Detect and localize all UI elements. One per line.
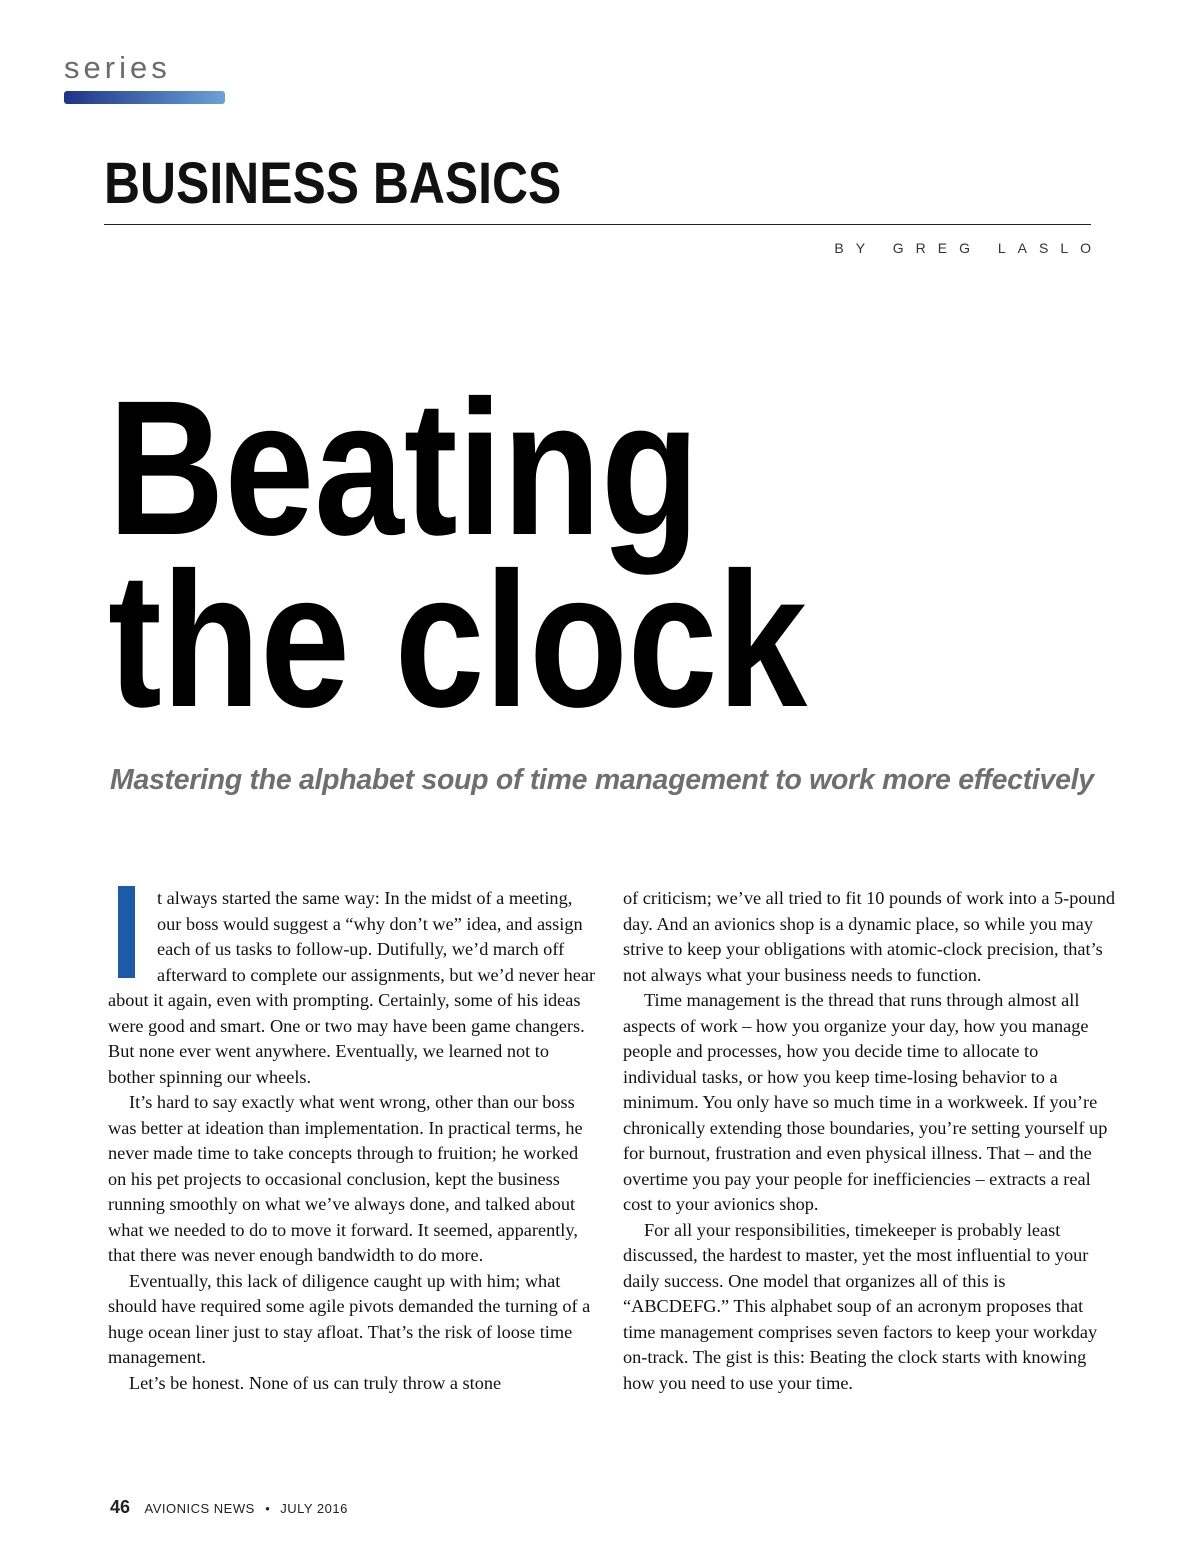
page-footer xyxy=(110,1498,348,1517)
page-number: 46 xyxy=(110,1497,131,1517)
byline: BY GREG LASLO xyxy=(834,240,1103,256)
left-column xyxy=(108,886,600,1396)
headline-line-2: the clock xyxy=(108,532,808,747)
paragraph: Eventually, this lack of diligence caught up with him; what should have required some agile pivots demanded the turning of a huge ocean liner just to stay afloat. That’s the risk of loose time management. xyxy=(108,1270,591,1367)
series-label: series xyxy=(64,50,171,85)
paragraph: t always started the same way: In the midst of a meeting, our boss would suggest a “why don’t we” idea, and assign each of us tasks to follow-up. Dutifully, we’d march off afterward to complete our assignments, but we’d never hear about it again, even with prompting. Certainly, some of his ideas were good and smart. One or two may have been game changers. But none ever went anywhere. Eventually, we learned not to bother spinning our wheels. xyxy=(108,888,596,1087)
article-deck: Mastering the alphabet soup of time management to work more effectively xyxy=(110,764,1094,796)
paragraph: Let’s be honest. None of us can truly throw a stone xyxy=(129,1372,502,1393)
issue-date: JULY 2016 xyxy=(280,1501,348,1516)
paragraph: Time management is the thread that runs through almost all aspects of work – how you organize your day, how you manage people and processes, how you decide time to allocate to individual tasks, or how you keep time-losing behavior to a minimum. You only have so much time in a workweek. If you’re chronically extending those boundaries, you’re setting yourself up for burnout, frustration and even physical illness. That – and the overtime you pay your people for inefficiencies – extracts a real cost to your avionics shop. xyxy=(623,990,1108,1214)
section-divider xyxy=(104,224,1091,225)
article-headline xyxy=(108,360,808,747)
drop-cap-block xyxy=(118,886,135,978)
right-column xyxy=(623,886,1115,1396)
series-bar xyxy=(64,91,225,104)
paragraph: of criticism; we’ve all tried to fit 10 pounds of work into a 5-pound day. And an avionics shop is a dynamic place, so while you may strive to keep your obligations with atomic-clock precision, that’s not always what your business needs to function. xyxy=(623,888,1115,985)
publication-name: AVIONICS NEWS xyxy=(144,1501,255,1516)
footer-separator: • xyxy=(265,1501,270,1516)
section-title: BUSINESS BASICS xyxy=(104,151,562,216)
paragraph: For all your responsibilities, timekeeper is probably least discussed, the hardest to master, yet the most influential to your daily success. One model that organizes all of this is “ABCDEFG.” This alphabet soup of an acronym proposes that time management comprises seven factors to keep your workday on-track. The gist is this: Beating the clock starts with knowing how you need to use your time. xyxy=(623,1219,1098,1393)
paragraph: It’s hard to say exactly what went wrong, other than our boss was better at ideation than implementation. In practical terms, he never made time to take concepts through to fruition; he worked on his pet projects to occasional conclusion, kept the business running smoothly on what we’ve always done, and talked about what we needed to do to move it forward. It seemed, apparently, that there was never enough bandwidth to do more. xyxy=(108,1092,583,1265)
headline-line-1: Beating xyxy=(108,360,700,575)
